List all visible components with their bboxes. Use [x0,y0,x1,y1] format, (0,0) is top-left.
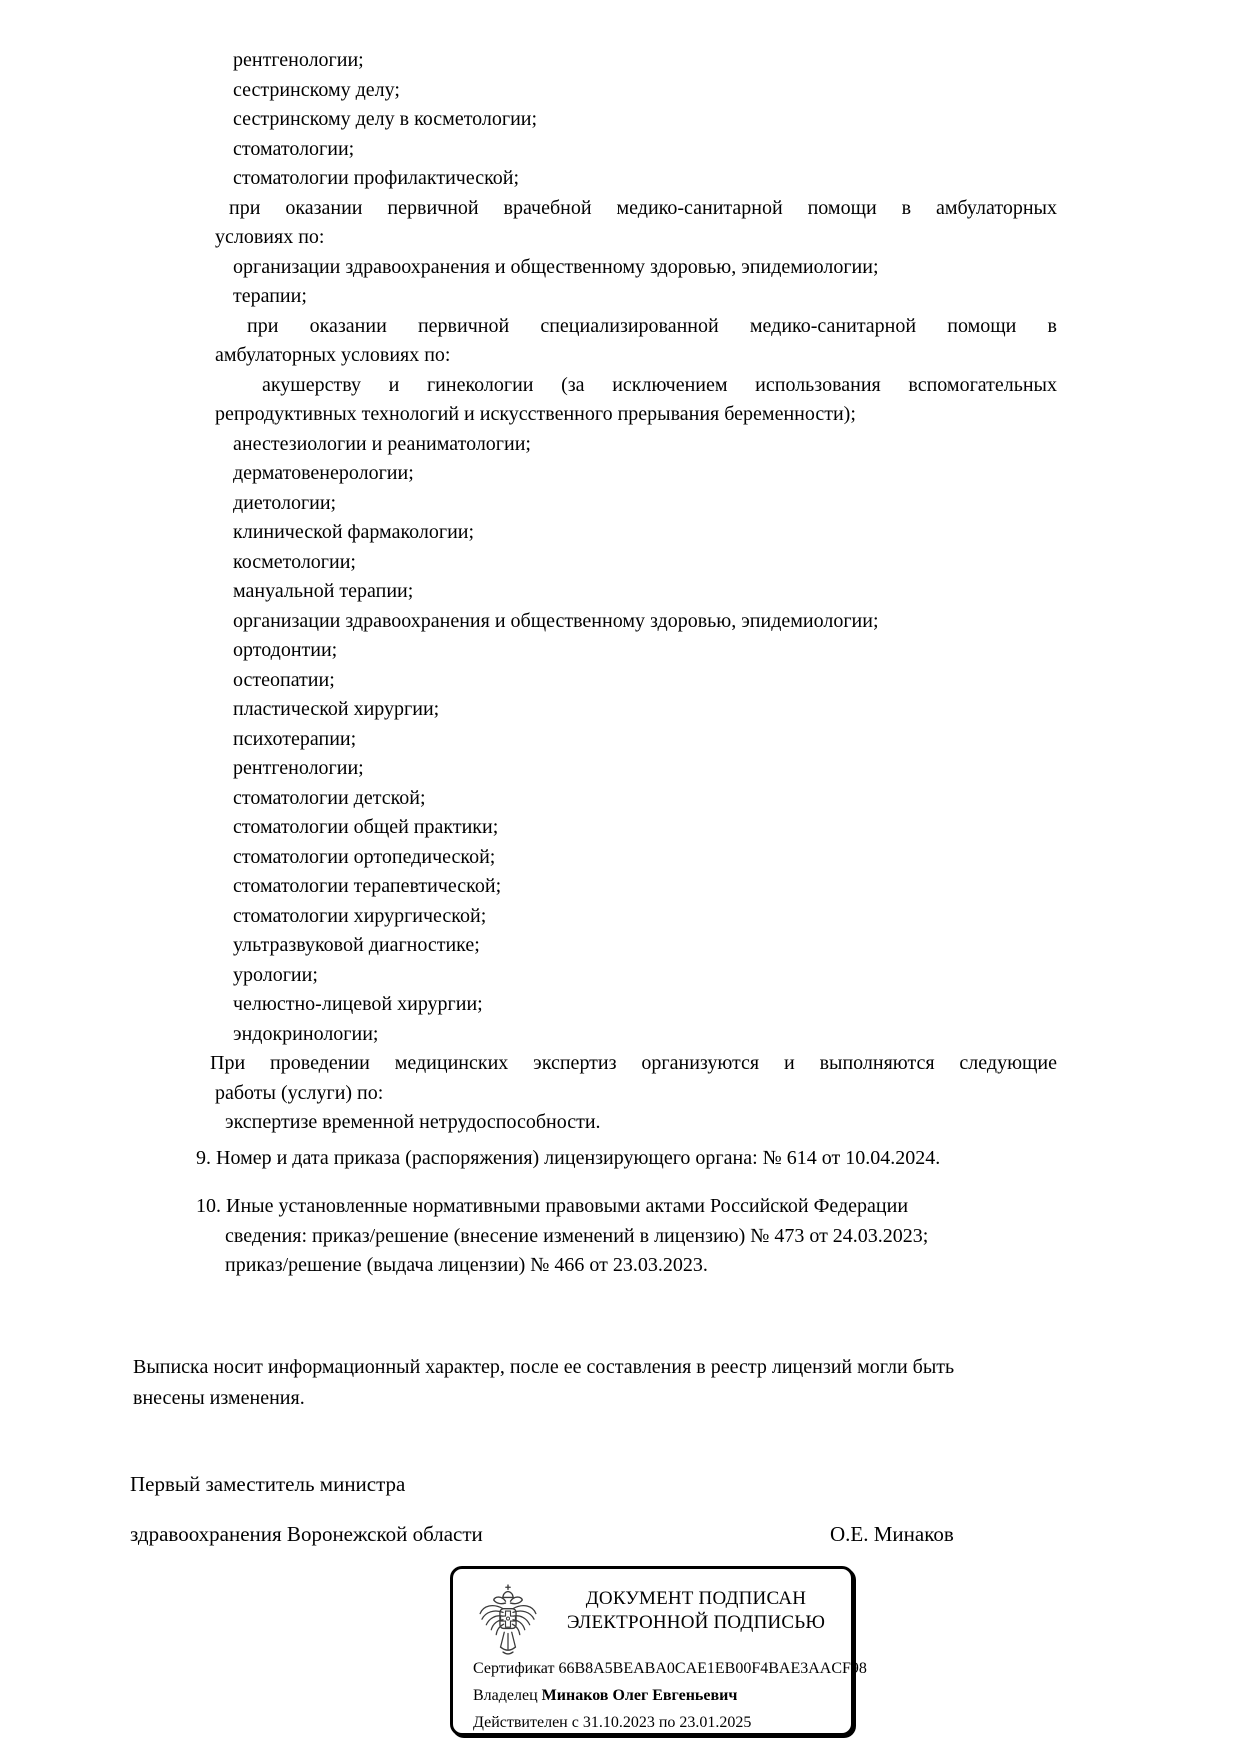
body-text-line: при оказании первичной специализированной медико-санитарной помощи в [247,314,1057,337]
stamp-title-line2: ЭЛЕКТРОННОЙ ПОДПИСЬЮ [566,1612,826,1633]
body-text-line: диетологии; [233,491,337,514]
stamp-details [473,1655,867,1736]
body-text-line: рентгенологии; [233,49,364,71]
body-text-line: пластической хирургии; [233,698,440,720]
certificate-value: 66B8A5BEABA0CAE1EB00F4BAE3AACF98 [558,1660,867,1677]
body-text-line: челюстно-лицевой хирургии; [233,993,483,1015]
body-text-line: психотерапии; [233,727,357,750]
body-text-line: стоматологии детской; [233,786,426,809]
electronic-signature-stamp [450,1566,867,1736]
body-text-line: акушерству и гинекологии (за исключением использования вспомогательных [262,373,1057,396]
body-text-line: мануальной терапии; [233,580,414,602]
certificate-label: Сертификат [473,1660,555,1677]
body-text-line: рентгенологии; [233,757,364,779]
body-text-line: дерматовенерологии; [233,462,414,484]
body-text-line: условиях по: [215,226,325,248]
body-text-line: остеопатии; [233,668,335,691]
other-info-line: приказ/решение (выдача лицензии) № 466 от 23.03.2023. [225,1254,708,1276]
body-text-line: терапии; [233,285,307,307]
body-text-line: стоматологии хирургической; [233,904,487,927]
body-text-line: клинической фармакологии; [233,521,475,543]
body-text-line: организации здравоохранения и общественному здоровью, эпидемиологии; [233,609,879,632]
body-text-line: стоматологии; [233,137,355,160]
disclaimer-line: Выписка носит информационный характер, после ее составления в реестр лицензий могли быть [133,1356,955,1378]
order-number-item: 9. Номер и дата приказа (распоряжения) лицензирующего органа: № 614 от 10.04.2024. [196,1147,941,1169]
owner-name: Минаков Олег Евгеньевич [541,1687,738,1704]
body-text-line: анестезиологии и реаниматологии; [233,432,531,455]
body-text-line: амбулаторных условиях по: [215,344,451,366]
services-list [210,46,1057,1138]
body-text-line: стоматологии терапевтической; [233,875,502,897]
body-text-line: урологии; [233,963,318,986]
body-text-line: стоматологии профилактической; [233,167,520,189]
body-text-line: сестринскому делу; [233,78,400,101]
body-text-line: ортодонтии; [233,639,338,661]
validity-line: Действителен с 31.10.2023 по 23.01.2025 [473,1714,752,1731]
body-text-line: экспертизе временной нетрудоспособности. [225,1111,601,1133]
signer-position-line1: Первый заместитель министра [130,1472,406,1496]
other-info-item [196,1192,1096,1281]
stamp-title [555,1587,837,1635]
body-text-line: стоматологии ортопедической; [233,845,496,868]
signer-name: О.Е. Минаков [830,1522,954,1546]
signer-position-line2: здравоохранения Воронежской области [130,1522,483,1546]
body-text-line: работы (услуги) по: [215,1081,384,1104]
body-text-line: косметологии; [233,550,356,573]
body-text-line: эндокринологии; [233,1022,379,1045]
body-text-line: ультразвуковой диагностике; [233,934,480,956]
body-text-line: при оказании первичной врачебной медико-санитарной помощи в амбулаторных [229,196,1057,219]
owner-line [473,1682,843,1709]
body-text-line: стоматологии общей практики; [233,816,499,838]
owner-label: Владелец [473,1687,538,1704]
other-info-line: сведения: приказ/решение (внесение изменений в лицензию) № 473 от 24.03.2023; [225,1224,929,1247]
body-text-line: При проведении медицинских экспертиз организуются и выполняются следующие [210,1052,1057,1074]
stamp-title-line1: ДОКУМЕНТ ПОДПИСАН [585,1588,807,1609]
certificate-line [473,1655,867,1682]
body-text-line: организации здравоохранения и общественному здоровью, эпидемиологии; [233,255,879,278]
disclaimer-text [133,1352,1123,1414]
body-text-line: сестринскому делу в косметологии; [233,108,538,130]
other-info-line: 10. Иные установленные нормативными правовыми актами Российской Федерации [196,1195,909,1217]
disclaimer-line: внесены изменения. [133,1387,305,1409]
body-text-line: репродуктивных технологий и искусственного прерывания беременности); [215,403,856,425]
